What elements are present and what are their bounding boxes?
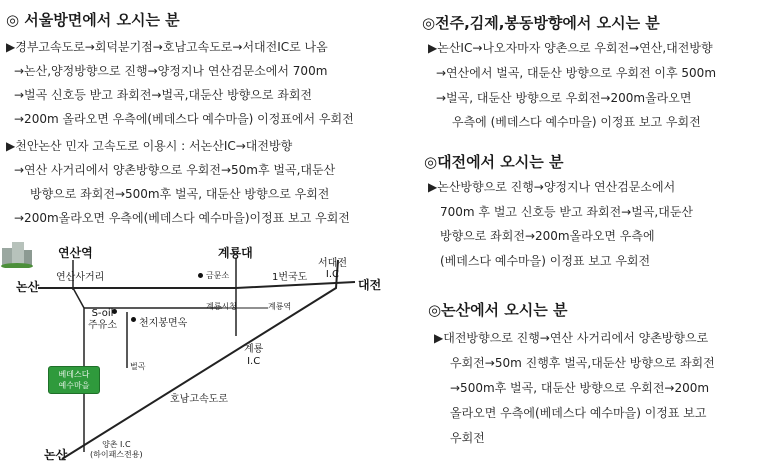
- badge-line-1: 베데스다: [58, 370, 90, 379]
- bethesda-village-badge: [48, 366, 100, 394]
- daejeon-line-1: ▶논산방향으로 진행→양정지나 연산검문소에서: [428, 180, 676, 194]
- jeonju-line-2: →연산에서 벌곡, 대둔산 방향으로 우회전 이후 500m: [436, 66, 717, 80]
- seoul-line-1: ▶경부고속도로→회덕분기점→호남고속도로→서대전IC로 나옴: [6, 40, 328, 54]
- map-label-cheonji: 천지봉면옥: [139, 318, 188, 329]
- soil-label-1: S-oil: [91, 308, 114, 319]
- nonsan-line-1: ▶대전방향으로 진행→연산 사거리에서 양촌방향으로: [434, 331, 709, 345]
- map-label-soil: [88, 308, 117, 332]
- seoul-line-8: →200m올라오면 우측에(베데스다 예수마을)이정표 보고 우회전: [14, 211, 350, 225]
- nonsan-line-4: 올라오면 우측에(베데스다 예수마을) 이정표 보고: [450, 406, 707, 420]
- seoul-line-2: →논산,양정방향으로 진행→양정지나 연산검문소에서 700m: [14, 64, 328, 78]
- nonsan-line-5: 우회전: [450, 431, 485, 445]
- map-label-geummunso: 금문소: [206, 271, 230, 280]
- building-icon: [0, 240, 34, 268]
- daejeon-section-title: ◎대전에서 오시는 분: [424, 153, 564, 171]
- gyeryong-ic-label-2: I.C: [247, 356, 261, 367]
- gyeryong-ic-label-1: 계룡: [244, 344, 264, 355]
- seoul-line-5: ▶천안논산 민자 고속도로 이용시 : 서논산IC→대전방향: [6, 139, 293, 153]
- seoul-line-6: →연산 사거리에서 양촌방향으로 우회전→50m후 벌곡,대둔산: [14, 163, 336, 177]
- jeonju-line-3: →벌곡, 대둔산 방향으로 우회전→200m올라오면: [436, 91, 692, 105]
- nonsan-line-3: →500m후 벌곡, 대둔산 방향으로 우회전→200m: [450, 381, 710, 395]
- seoul-line-7: 방향으로 좌회전→500m후 벌곡, 대둔산 방향으로 우회전: [30, 187, 330, 201]
- yangchon-ic-label-2: (하이패스전용): [90, 450, 143, 459]
- seodaejeon-label-1: 서대전: [318, 258, 347, 269]
- map-label-gyeryong-ic: [244, 344, 263, 368]
- map-label-yeonsan-station: 연산역: [58, 246, 93, 260]
- daejeon-line-3: 방향으로 좌회전→200m올라오면 우측에: [440, 229, 655, 243]
- route-map: [0, 240, 400, 469]
- jeonju-line-4: 우측에 (베데스다 예수마을) 이정표 보고 우회전: [452, 115, 701, 129]
- map-label-beolgok: 벌곡: [130, 362, 146, 371]
- map-label-yeonsan-crossroad: 연산사거리: [56, 272, 105, 283]
- seoul-line-4: →200m 올라오면 우측에(베데스다 예수마을) 이정표에서 우회전: [14, 112, 354, 126]
- seodaejeon-label-2: I.C: [325, 269, 340, 280]
- cheonji-dot: [131, 317, 136, 322]
- daejeon-line-2: 700m 후 벌고 신호등 받고 좌회전→벌곡,대둔산: [440, 205, 694, 219]
- map-label-daejeon-right: 대전: [358, 278, 382, 292]
- yangchon-ic-label-1: 양촌 I.C: [102, 440, 131, 449]
- jeonju-line-1: ▶논산IC→나오자마자 양촌으로 우회전→연산,대전방향: [428, 41, 713, 55]
- geummunso-dot: [198, 273, 203, 278]
- map-label-gyeryong-city-hall: 계룡시청: [206, 302, 237, 311]
- badge-line-2: 예수마을: [58, 381, 90, 390]
- nonsan-line-2: 우회전→50m 진행후 벌곡,대둔산 방향으로 좌회전: [450, 356, 715, 370]
- map-label-honam-expressway: 호남고속도로: [170, 394, 228, 405]
- soil-label-2: 주유소: [88, 320, 117, 331]
- seoul-line-3: →벌곡 신호등 받고 좌회전→벌곡,대둔산 방향으로 좌회전: [14, 88, 313, 102]
- map-label-gyeryong-station: 계룡역: [268, 302, 292, 311]
- jeonju-section-title: ◎전주,김제,봉동방향에서 오시는 분: [422, 14, 660, 32]
- map-label-route1: 1번국도: [272, 272, 308, 283]
- nonsan-section-title: ◎논산에서 오시는 분: [428, 301, 568, 319]
- map-label-gyeryongdae: 계룡대: [218, 246, 253, 260]
- map-label-seodaejeon-ic: [318, 258, 347, 280]
- daejeon-line-4: (베데스다 예수마을) 이정표 보고 우회전: [440, 254, 651, 268]
- map-label-nonsan-left: 논산: [16, 280, 40, 294]
- map-label-yangchon-ic: [90, 440, 143, 460]
- seoul-section-title: ◎ 서울방면에서 오시는 분: [6, 11, 180, 29]
- map-label-nonsan-bottom: 논산: [44, 448, 68, 462]
- honam-expressway: [62, 260, 338, 459]
